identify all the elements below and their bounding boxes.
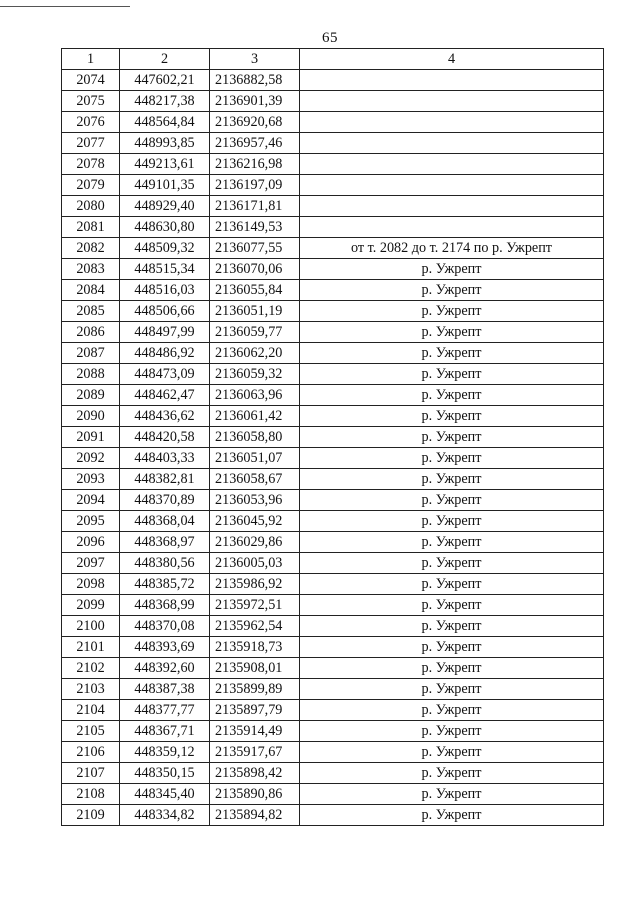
point-number-cell: 2082 (62, 238, 120, 259)
table-row (62, 721, 604, 742)
coordinate-x-cell: 448393,69 (120, 637, 210, 658)
table-row (62, 469, 604, 490)
description-cell: р. Ужрепт (300, 574, 604, 595)
table-row (62, 175, 604, 196)
point-number-cell: 2108 (62, 784, 120, 805)
coordinate-y-cell: 2135899,89 (210, 679, 300, 700)
description-cell: р. Ужрепт (300, 805, 604, 826)
table-row (62, 427, 604, 448)
description-cell: р. Ужрепт (300, 385, 604, 406)
description-cell: р. Ужрепт (300, 679, 604, 700)
table-row (62, 490, 604, 511)
point-number-cell: 2092 (62, 448, 120, 469)
coordinate-y-cell: 2136901,39 (210, 91, 300, 112)
point-number-cell: 2077 (62, 133, 120, 154)
table-row (62, 217, 604, 238)
point-number-cell: 2101 (62, 637, 120, 658)
coordinate-x-cell: 448345,40 (120, 784, 210, 805)
description-cell (300, 91, 604, 112)
point-number-cell: 2107 (62, 763, 120, 784)
description-cell (300, 217, 604, 238)
description-cell: р. Ужрепт (300, 469, 604, 490)
point-number-cell: 2081 (62, 217, 120, 238)
coordinate-y-cell: 2136061,42 (210, 406, 300, 427)
coordinate-y-cell: 2135917,67 (210, 742, 300, 763)
coordinate-x-cell: 448370,08 (120, 616, 210, 637)
coordinate-y-cell: 2136005,03 (210, 553, 300, 574)
point-number-cell: 2085 (62, 301, 120, 322)
coordinate-y-cell: 2136882,58 (210, 70, 300, 91)
table-row (62, 259, 604, 280)
description-cell (300, 70, 604, 91)
table-row (62, 595, 604, 616)
coordinate-y-cell: 2136077,55 (210, 238, 300, 259)
point-number-cell: 2095 (62, 511, 120, 532)
table-row (62, 805, 604, 826)
point-number-cell: 2074 (62, 70, 120, 91)
table-row (62, 763, 604, 784)
coordinate-x-cell: 448403,33 (120, 448, 210, 469)
page-number: 65 (322, 30, 338, 46)
description-cell: р. Ужрепт (300, 658, 604, 679)
coordinate-x-cell: 448564,84 (120, 112, 210, 133)
description-cell: р. Ужрепт (300, 511, 604, 532)
description-cell: р. Ужрепт (300, 364, 604, 385)
point-number-cell: 2104 (62, 700, 120, 721)
coordinate-x-cell: 448368,97 (120, 532, 210, 553)
coordinate-y-cell: 2136053,96 (210, 490, 300, 511)
coordinate-y-cell: 2136058,67 (210, 469, 300, 490)
coordinate-x-cell: 448420,58 (120, 427, 210, 448)
point-number-cell: 2086 (62, 322, 120, 343)
point-number-cell: 2093 (62, 469, 120, 490)
table-row (62, 112, 604, 133)
point-number-cell: 2100 (62, 616, 120, 637)
coordinate-y-cell: 2136197,09 (210, 175, 300, 196)
point-number-cell: 2105 (62, 721, 120, 742)
point-number-cell: 2091 (62, 427, 120, 448)
table-row (62, 301, 604, 322)
table-row (62, 322, 604, 343)
description-cell (300, 112, 604, 133)
point-number-cell: 2079 (62, 175, 120, 196)
point-number-cell: 2090 (62, 406, 120, 427)
table-row (62, 385, 604, 406)
description-cell: р. Ужрепт (300, 742, 604, 763)
coordinate-x-cell: 448929,40 (120, 196, 210, 217)
table-row (62, 553, 604, 574)
coordinate-x-cell: 448993,85 (120, 133, 210, 154)
point-number-cell: 2080 (62, 196, 120, 217)
coordinate-x-cell: 449213,61 (120, 154, 210, 175)
description-cell: р. Ужрепт (300, 427, 604, 448)
coordinate-y-cell: 2136063,96 (210, 385, 300, 406)
table-row (62, 658, 604, 679)
coordinate-x-cell: 448516,03 (120, 280, 210, 301)
point-number-cell: 2096 (62, 532, 120, 553)
coordinate-x-cell: 448217,38 (120, 91, 210, 112)
coordinate-y-cell: 2135972,51 (210, 595, 300, 616)
description-cell: р. Ужрепт (300, 763, 604, 784)
description-cell (300, 196, 604, 217)
description-cell: р. Ужрепт (300, 259, 604, 280)
coordinate-y-cell: 2136058,80 (210, 427, 300, 448)
coordinate-y-cell: 2136070,06 (210, 259, 300, 280)
coordinate-x-cell: 448350,15 (120, 763, 210, 784)
point-number-cell: 2088 (62, 364, 120, 385)
point-number-cell: 2089 (62, 385, 120, 406)
coordinate-y-cell: 2135962,54 (210, 616, 300, 637)
coordinate-y-cell: 2135890,86 (210, 784, 300, 805)
table-row (62, 364, 604, 385)
coordinate-y-cell: 2136055,84 (210, 280, 300, 301)
description-cell (300, 175, 604, 196)
point-number-cell: 2087 (62, 343, 120, 364)
coordinate-x-cell: 448367,71 (120, 721, 210, 742)
coordinate-x-cell: 448370,89 (120, 490, 210, 511)
point-number-cell: 2078 (62, 154, 120, 175)
coordinate-x-cell: 448630,80 (120, 217, 210, 238)
coordinate-x-cell: 448385,72 (120, 574, 210, 595)
table-row (62, 238, 604, 259)
point-number-cell: 2099 (62, 595, 120, 616)
coordinate-y-cell: 2136149,53 (210, 217, 300, 238)
coordinate-x-cell: 448377,77 (120, 700, 210, 721)
table-row (62, 154, 604, 175)
coordinate-x-cell: 448380,56 (120, 553, 210, 574)
coordinate-y-cell: 2136051,07 (210, 448, 300, 469)
description-cell: р. Ужрепт (300, 448, 604, 469)
point-number-cell: 2109 (62, 805, 120, 826)
coordinate-y-cell: 2136920,68 (210, 112, 300, 133)
table-row (62, 280, 604, 301)
table-row (62, 679, 604, 700)
coordinate-y-cell: 2135918,73 (210, 637, 300, 658)
description-cell: от т. 2082 до т. 2174 по р. Ужрепт (300, 238, 604, 259)
coordinate-y-cell: 2135898,42 (210, 763, 300, 784)
column-header-4: 4 (300, 49, 604, 70)
coordinate-y-cell: 2136045,92 (210, 511, 300, 532)
coordinate-y-cell: 2136059,32 (210, 364, 300, 385)
description-cell (300, 154, 604, 175)
coordinate-y-cell: 2136029,86 (210, 532, 300, 553)
coordinate-x-cell: 448509,32 (120, 238, 210, 259)
point-number-cell: 2102 (62, 658, 120, 679)
description-cell: р. Ужрепт (300, 406, 604, 427)
table-row (62, 637, 604, 658)
coordinate-x-cell: 448387,38 (120, 679, 210, 700)
table-row (62, 343, 604, 364)
coordinate-y-cell: 2136059,77 (210, 322, 300, 343)
table-header-row (62, 49, 604, 70)
description-cell: р. Ужрепт (300, 322, 604, 343)
description-cell: р. Ужрепт (300, 637, 604, 658)
description-cell: р. Ужрепт (300, 301, 604, 322)
table-row (62, 91, 604, 112)
coordinate-x-cell: 448392,60 (120, 658, 210, 679)
description-cell: р. Ужрепт (300, 721, 604, 742)
description-cell: р. Ужрепт (300, 700, 604, 721)
description-cell: р. Ужрепт (300, 616, 604, 637)
point-number-cell: 2094 (62, 490, 120, 511)
point-number-cell: 2106 (62, 742, 120, 763)
column-header-2: 2 (120, 49, 210, 70)
table-body (62, 70, 604, 826)
coordinate-y-cell: 2136171,81 (210, 196, 300, 217)
description-cell: р. Ужрепт (300, 280, 604, 301)
coordinate-x-cell: 448436,62 (120, 406, 210, 427)
coordinate-x-cell: 448515,34 (120, 259, 210, 280)
column-header-3: 3 (210, 49, 300, 70)
table-row (62, 742, 604, 763)
description-cell: р. Ужрепт (300, 490, 604, 511)
description-cell: р. Ужрепт (300, 595, 604, 616)
coordinate-x-cell: 448368,04 (120, 511, 210, 532)
point-number-cell: 2076 (62, 112, 120, 133)
coordinate-x-cell: 448368,99 (120, 595, 210, 616)
coordinate-x-cell: 448497,99 (120, 322, 210, 343)
table-row (62, 70, 604, 91)
table-row (62, 616, 604, 637)
point-number-cell: 2084 (62, 280, 120, 301)
coordinates-table (61, 48, 604, 826)
coordinate-y-cell: 2136051,19 (210, 301, 300, 322)
coordinate-y-cell: 2136957,46 (210, 133, 300, 154)
point-number-cell: 2097 (62, 553, 120, 574)
table-row (62, 532, 604, 553)
corner-rule (0, 6, 130, 7)
coordinate-x-cell: 448486,92 (120, 343, 210, 364)
table-row (62, 133, 604, 154)
coordinate-y-cell: 2135897,79 (210, 700, 300, 721)
coordinate-x-cell: 448506,66 (120, 301, 210, 322)
point-number-cell: 2103 (62, 679, 120, 700)
coordinate-x-cell: 448382,81 (120, 469, 210, 490)
coordinate-y-cell: 2135986,92 (210, 574, 300, 595)
description-cell: р. Ужрепт (300, 343, 604, 364)
description-cell (300, 133, 604, 154)
coordinate-y-cell: 2136062,20 (210, 343, 300, 364)
coordinate-x-cell: 447602,21 (120, 70, 210, 91)
coordinate-y-cell: 2135894,82 (210, 805, 300, 826)
table-row (62, 448, 604, 469)
coordinate-x-cell: 448359,12 (120, 742, 210, 763)
table-row (62, 574, 604, 595)
table-row (62, 196, 604, 217)
table-row (62, 511, 604, 532)
table-row (62, 406, 604, 427)
description-cell: р. Ужрепт (300, 532, 604, 553)
coordinate-x-cell: 448334,82 (120, 805, 210, 826)
table-row (62, 784, 604, 805)
coordinate-y-cell: 2136216,98 (210, 154, 300, 175)
coordinate-x-cell: 449101,35 (120, 175, 210, 196)
coordinate-x-cell: 448462,47 (120, 385, 210, 406)
table-row (62, 700, 604, 721)
description-cell: р. Ужрепт (300, 784, 604, 805)
point-number-cell: 2075 (62, 91, 120, 112)
description-cell: р. Ужрепт (300, 553, 604, 574)
column-header-1: 1 (62, 49, 120, 70)
point-number-cell: 2083 (62, 259, 120, 280)
coordinate-y-cell: 2135908,01 (210, 658, 300, 679)
point-number-cell: 2098 (62, 574, 120, 595)
coordinate-y-cell: 2135914,49 (210, 721, 300, 742)
coordinate-x-cell: 448473,09 (120, 364, 210, 385)
